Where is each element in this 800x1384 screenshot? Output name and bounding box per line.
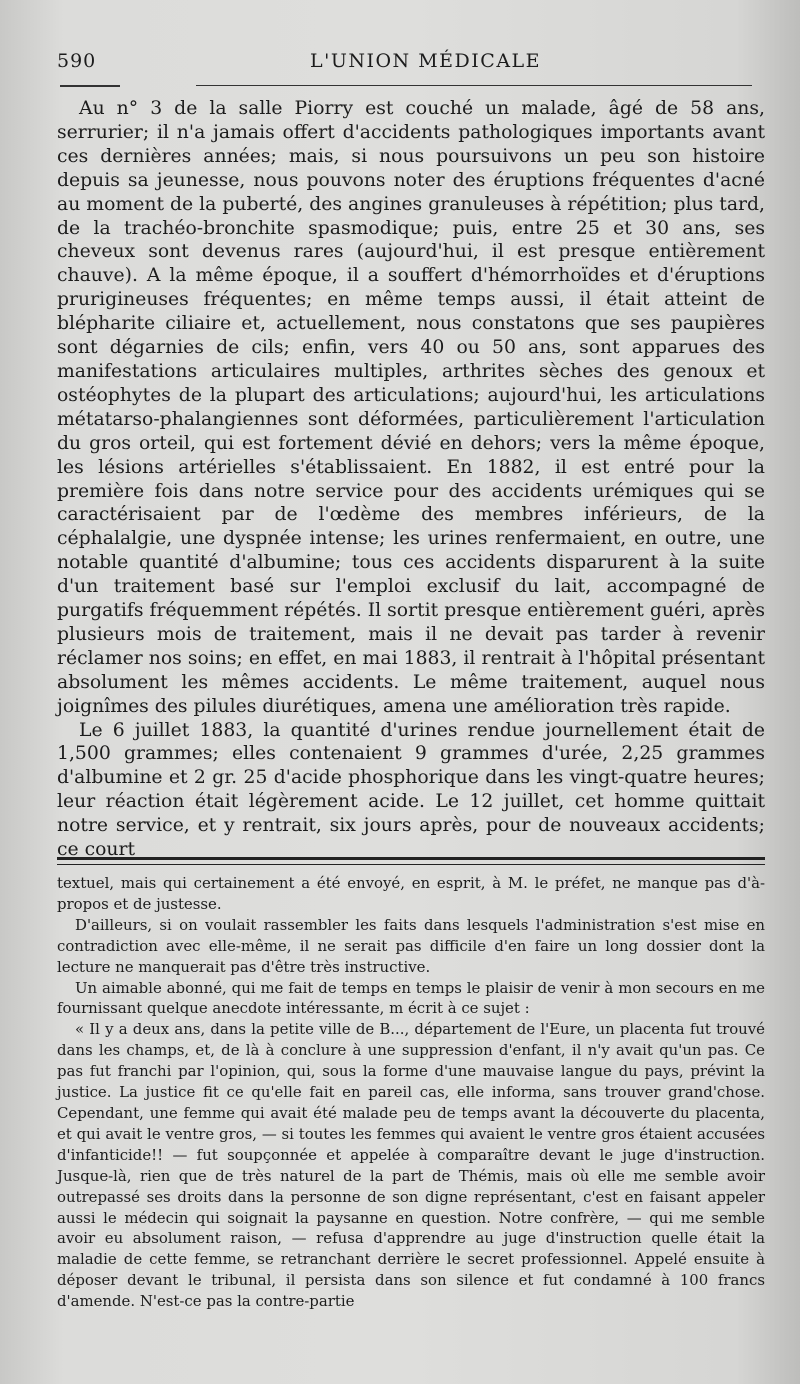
feuilleton-paragraph: D'ailleurs, si on voulait rassembler les faits dans lesquels l'administration s'est mise en contradiction avec elle-même, il ne serait pas difficile d'en faire un long dossier dont la lecture ne manquerait pas d'être très instructive.	[57, 915, 765, 976]
feuilleton-column	[57, 873, 765, 1312]
article-paragraph: Le 6 juillet 1883, la quantité d'urines rendue journellement était de 1,500 grammes; elles contenaient 9 grammes d'urée, 2,25 grammes d'albumine et 2 gr. 25 d'acide phosphorique dans les vingt-quatre heures; leur réaction était légèrement acide. Le 12 juillet, cet homme quittait notre service, et y rentrait, six jours après, pour de nouveaux accidents; ce court	[57, 719, 765, 861]
article-paragraph: Au n° 3 de la salle Piorry est couché un malade, âgé de 58 ans, serrurier; il n'a jamais offert d'accidents pathologiques importants avant ces dernières années; mais, si nous poursuivons un peu son histoire depuis sa jeunesse, nous pouvons noter des éruptions fréquentes d'acné au moment de la puberté, des angines granuleuses à répétition; plus tard, de la trachéo-bronchite spasmodique; puis, entre 25 et 30 ans, ses cheveux sont devenus rares (aujourd'hui, il est presque entièrement chauve). A la même époque, il a souffert d'hémorrhoïdes et d'éruptions prurigineuses fréquentes; en même temps aussi, il était atteint de blépharite ciliaire et, actuellement, nous constatons que ses paupières sont dégarnies de cils; enfin, vers 40 ou 50 ans, sont apparues des manifestations articulaires multiples, arthrites sèches des genoux et ostéophytes de la plupart des articulations; aujourd'hui, les articulations métatarso-phalangiennes sont déformées, particulièrement l'articulation du gros orteil, qui est fortement dévié en dehors; vers la même époque, les lésions artérielles s'établissaient. En 1882, il est entré pour la première fois dans notre service pour des accidents urémiques qui se caractérisaient par de l'œdème des membres inférieurs, de la céphalalgie, une dyspnée intense; les urines renfermaient, en outre, une notable quantité d'albumine; tous ces accidents disparurent à la suite d'un traitement basé sur l'emploi exclusif du lait, accompagné de purgatifs fréquemment répétés. Il sortit presque entièrement guéri, après plusieurs mois de traitement, mais il ne devait pas tarder à revenir réclamer nos soins; en effet, en mai 1883, il rentrait à l'hôpital présentant absolument les mêmes accidents. Le même traitement, auquel nous joignîmes des pilules diurétiques, amena une amélioration très rapide.	[57, 98, 765, 717]
feuilleton-paragraph: Un aimable abonné, qui me fait de temps en temps le plaisir de venir à mon secours en me fournissant quelque anecdote intéressante, m écrit à ce sujet :	[57, 978, 765, 1018]
feuilleton-paragraph: « Il y a deux ans, dans la petite ville de B..., département de l'Eure, un placenta fut trouvé dans les champs, et, de là à conclure à une suppression d'enfant, il n'y avait qu'un pas. Ce pas fut franchi par l'opinion, qui, sous la forme d'une mauvaise langue du pays, prévint la justice. La justice fit ce qu'elle fait en pareil cas, elle informa, sans trouver grand'chose. Cependant, une femme qui avait été malade peu de temps avant la découverte du placenta, et qui avait le ventre gros, — si toutes les femmes qui avaient le ventre gros étaient accusées d'infanticide!! — fut soupçonnée et appelée à comparaître devant le juge d'instruction. Jusque-là, rien que de très naturel de la part de Thémis, mais où elle me semble avoir outrepassé ses droits dans la personne de son digne représentant, c'est en faisant appeler aussi le médecin qui soignait la paysanne en question. Notre confrère, — qui me semble avoir eu absolument raison, — refusa d'apprendre au juge d'instruction quelle était la maladie de cette femme, se retranchant derrière le secret professionnel. Appelé ensuite à déposer devant le tribunal, il persista dans son silence et fut condamné à 100 francs d'amende. N'est-ce pas la contre-partie	[57, 1020, 765, 1311]
running-title: L'UNION MÉDICALE	[310, 50, 542, 72]
main-article	[57, 97, 765, 862]
header-rule-right	[196, 85, 752, 86]
page-number: 590	[57, 50, 97, 72]
feuilleton-paragraph: textuel, mais qui certainement a été envoyé, en esprit, à M. le préfet, ne manque pas d'à-propos et de justesse.	[57, 874, 765, 913]
feuilleton-separator-thin	[57, 864, 765, 865]
feuilleton-separator-thick	[57, 857, 765, 860]
header-rule-left	[60, 85, 120, 87]
page-header	[57, 50, 760, 80]
